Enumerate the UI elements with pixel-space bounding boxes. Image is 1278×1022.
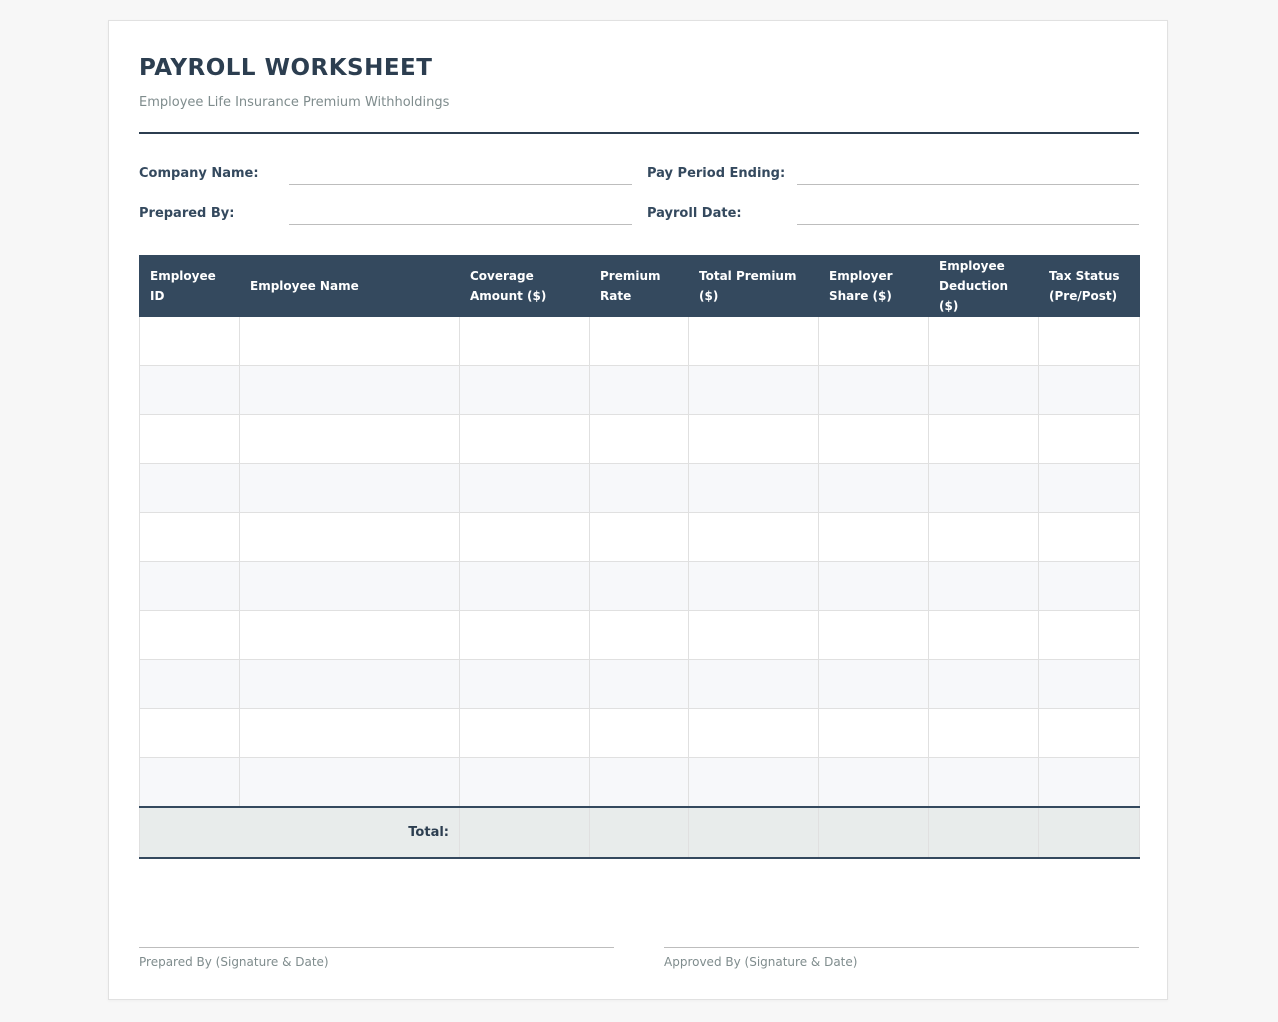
table-row xyxy=(140,317,1140,366)
table-row xyxy=(140,415,1140,464)
table-header-row xyxy=(140,256,1140,317)
table-cell[interactable] xyxy=(460,660,590,709)
table-cell[interactable] xyxy=(1039,758,1140,807)
table-cell[interactable] xyxy=(240,562,460,611)
table-cell[interactable] xyxy=(689,758,819,807)
pay-period-ending-label: Pay Period Ending: xyxy=(647,166,786,181)
column-header: Premium Rate xyxy=(590,256,689,317)
table-cell[interactable] xyxy=(140,611,240,660)
table-cell[interactable] xyxy=(689,415,819,464)
table-cell[interactable] xyxy=(1039,317,1140,366)
table-cell[interactable] xyxy=(929,660,1039,709)
table-body xyxy=(140,317,1140,807)
table-cell[interactable] xyxy=(590,317,689,366)
table-row xyxy=(140,562,1140,611)
table-cell[interactable] xyxy=(1039,611,1140,660)
table-cell[interactable] xyxy=(929,366,1039,415)
table-cell[interactable] xyxy=(590,611,689,660)
table-cell[interactable] xyxy=(1039,709,1140,758)
table-cell[interactable] xyxy=(240,317,460,366)
table-cell[interactable] xyxy=(240,464,460,513)
table-cell[interactable] xyxy=(140,709,240,758)
column-header: Employer Share ($) xyxy=(819,256,929,317)
table-cell[interactable] xyxy=(1039,562,1140,611)
table-row xyxy=(140,366,1140,415)
table-cell[interactable] xyxy=(460,415,590,464)
table-cell[interactable] xyxy=(819,464,929,513)
table-cell[interactable] xyxy=(929,562,1039,611)
table-cell[interactable] xyxy=(590,464,689,513)
table-cell[interactable] xyxy=(819,562,929,611)
premium-withholdings-table xyxy=(139,255,1140,859)
table-cell[interactable] xyxy=(240,415,460,464)
table-cell[interactable] xyxy=(1039,513,1140,562)
table-cell[interactable] xyxy=(819,709,929,758)
prepared-by-field[interactable] xyxy=(289,224,632,225)
table-cell[interactable] xyxy=(140,366,240,415)
table-cell[interactable] xyxy=(819,513,929,562)
header-divider xyxy=(139,132,1139,134)
table-cell[interactable] xyxy=(1039,415,1140,464)
approved-by-signature-label: Approved By (Signature & Date) xyxy=(664,955,858,969)
table-cell[interactable] xyxy=(460,611,590,660)
table-cell[interactable] xyxy=(460,317,590,366)
table-cell[interactable] xyxy=(689,709,819,758)
table-cell[interactable] xyxy=(819,758,929,807)
table-row xyxy=(140,464,1140,513)
table-cell[interactable] xyxy=(140,562,240,611)
column-header: Employee ID xyxy=(140,256,240,317)
total-cell[interactable] xyxy=(590,807,689,858)
table-cell[interactable] xyxy=(240,513,460,562)
column-header: Employee Deduction ($) xyxy=(929,256,1039,317)
prepared-by-signature-label: Prepared By (Signature & Date) xyxy=(139,955,329,969)
total-cell[interactable] xyxy=(460,807,590,858)
total-cell[interactable] xyxy=(689,807,819,858)
table-cell[interactable] xyxy=(590,366,689,415)
payroll-date-label: Payroll Date: xyxy=(647,206,742,221)
prepared-by-signature-line[interactable] xyxy=(139,947,614,948)
table-cell[interactable] xyxy=(240,611,460,660)
total-cell[interactable] xyxy=(929,807,1039,858)
table-cell[interactable] xyxy=(240,709,460,758)
table-cell[interactable] xyxy=(929,415,1039,464)
payroll-worksheet xyxy=(108,20,1168,1000)
table-cell[interactable] xyxy=(590,513,689,562)
table-cell[interactable] xyxy=(140,660,240,709)
table-cell[interactable] xyxy=(140,317,240,366)
company-name-label: Company Name: xyxy=(139,166,259,181)
table-cell[interactable] xyxy=(689,513,819,562)
table-cell[interactable] xyxy=(929,464,1039,513)
table-row xyxy=(140,611,1140,660)
company-name-field[interactable] xyxy=(289,184,632,185)
column-header: Total Premium ($) xyxy=(689,256,819,317)
table-row xyxy=(140,513,1140,562)
column-header: Employee Name xyxy=(240,256,460,317)
table-cell[interactable] xyxy=(460,366,590,415)
table-cell[interactable] xyxy=(140,415,240,464)
page-title: PAYROLL WORKSHEET xyxy=(139,55,433,81)
table-cell[interactable] xyxy=(929,709,1039,758)
table-cell[interactable] xyxy=(240,366,460,415)
table-cell[interactable] xyxy=(929,758,1039,807)
table-cell[interactable] xyxy=(590,562,689,611)
table-cell[interactable] xyxy=(689,562,819,611)
table-cell[interactable] xyxy=(140,464,240,513)
table-cell[interactable] xyxy=(689,660,819,709)
table-cell[interactable] xyxy=(929,611,1039,660)
table-cell[interactable] xyxy=(689,366,819,415)
table-cell[interactable] xyxy=(819,660,929,709)
table-cell[interactable] xyxy=(1039,464,1140,513)
total-cell[interactable] xyxy=(819,807,929,858)
table-cell[interactable] xyxy=(460,513,590,562)
pay-period-ending-field[interactable] xyxy=(797,184,1139,185)
table-cell[interactable] xyxy=(819,366,929,415)
column-header: Tax Status (Pre/Post) xyxy=(1039,256,1140,317)
table-cell[interactable] xyxy=(590,758,689,807)
table-cell[interactable] xyxy=(1039,660,1140,709)
table-cell[interactable] xyxy=(460,464,590,513)
total-cell[interactable] xyxy=(1039,807,1140,858)
table-cell[interactable] xyxy=(240,660,460,709)
table-cell[interactable] xyxy=(689,317,819,366)
table-cell[interactable] xyxy=(689,611,819,660)
table-row xyxy=(140,660,1140,709)
table-cell[interactable] xyxy=(590,709,689,758)
table-cell[interactable] xyxy=(140,513,240,562)
total-row xyxy=(140,807,1140,858)
table-cell[interactable] xyxy=(590,415,689,464)
page-subtitle: Employee Life Insurance Premium Withholdings xyxy=(139,95,450,110)
total-label: Total: xyxy=(140,807,460,858)
table-cell[interactable] xyxy=(1039,366,1140,415)
table-cell[interactable] xyxy=(819,611,929,660)
table-cell[interactable] xyxy=(689,464,819,513)
table-cell[interactable] xyxy=(929,317,1039,366)
table-cell[interactable] xyxy=(460,758,590,807)
payroll-date-field[interactable] xyxy=(797,224,1139,225)
table-cell[interactable] xyxy=(929,513,1039,562)
table-cell[interactable] xyxy=(819,317,929,366)
table-row xyxy=(140,758,1140,807)
prepared-by-label: Prepared By: xyxy=(139,206,235,221)
table-cell[interactable] xyxy=(140,758,240,807)
table-cell[interactable] xyxy=(460,709,590,758)
approved-by-signature-line[interactable] xyxy=(664,947,1139,948)
table-cell[interactable] xyxy=(819,415,929,464)
table-cell[interactable] xyxy=(590,660,689,709)
table-cell[interactable] xyxy=(240,758,460,807)
table-cell[interactable] xyxy=(460,562,590,611)
column-header: Coverage Amount ($) xyxy=(460,256,590,317)
table-row xyxy=(140,709,1140,758)
